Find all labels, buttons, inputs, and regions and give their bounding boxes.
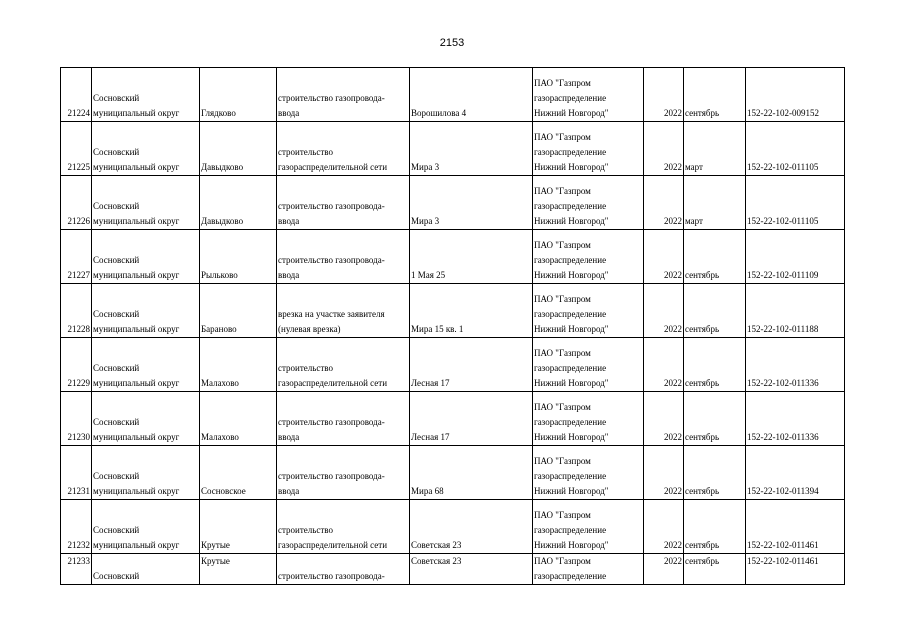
work-type-cell: строительство газопровода- ввода xyxy=(277,230,410,284)
year-cell: 2022 xyxy=(644,554,684,585)
month-cell: сентябрь xyxy=(684,500,746,554)
organization-cell: ПАО "Газпром газораспределение xyxy=(533,554,644,585)
month-cell: март xyxy=(684,176,746,230)
row-number: 21229 xyxy=(61,338,92,392)
month-cell: сентябрь xyxy=(684,68,746,122)
code-cell: 152-22-102-011336 xyxy=(746,392,845,446)
month-cell: сентябрь xyxy=(684,338,746,392)
row-number: 21233 xyxy=(61,554,92,585)
organization-cell: ПАО "Газпром газораспределение Нижний Новгород" xyxy=(533,284,644,338)
locality-cell: Крутые xyxy=(200,554,277,585)
month-cell: сентябрь xyxy=(684,554,746,585)
district-cell: Сосновский муниципальный округ xyxy=(92,500,200,554)
code-cell: 152-22-102-011188 xyxy=(746,284,845,338)
row-number: 21224 xyxy=(61,68,92,122)
work-type-cell: строительство газораспределительной сети xyxy=(277,338,410,392)
work-type-cell: строительство газораспределительной сети xyxy=(277,122,410,176)
year-cell: 2022 xyxy=(644,176,684,230)
district-cell: Сосновский xyxy=(92,554,200,585)
code-cell: 152-22-102-009152 xyxy=(746,68,845,122)
year-cell: 2022 xyxy=(644,68,684,122)
locality-cell: Малахово xyxy=(200,338,277,392)
district-cell: Сосновский муниципальный округ xyxy=(92,176,200,230)
work-type-cell: строительство газопровода- ввода xyxy=(277,392,410,446)
page-number: 2153 xyxy=(439,37,465,49)
row-number: 21228 xyxy=(61,284,92,338)
table-row xyxy=(61,176,845,230)
address-cell: Мира 3 xyxy=(410,176,533,230)
work-type-cell: строительство газораспределительной сети xyxy=(277,500,410,554)
table-row xyxy=(61,68,845,122)
district-cell: Сосновский муниципальный округ xyxy=(92,392,200,446)
table-row xyxy=(61,122,845,176)
address-cell: Мира 15 кв. 1 xyxy=(410,284,533,338)
row-number: 21225 xyxy=(61,122,92,176)
locality-cell: Давыдково xyxy=(200,176,277,230)
row-number: 21230 xyxy=(61,392,92,446)
code-cell: 152-22-102-011394 xyxy=(746,446,845,500)
work-type-cell: строительство газопровода- xyxy=(277,554,410,585)
month-cell: март xyxy=(684,122,746,176)
organization-cell: ПАО "Газпром газораспределение Нижний Новгород" xyxy=(533,122,644,176)
organization-cell: ПАО "Газпром газораспределение Нижний Новгород" xyxy=(533,446,644,500)
year-cell: 2022 xyxy=(644,392,684,446)
year-cell: 2022 xyxy=(644,122,684,176)
address-cell: Советская 23 xyxy=(410,554,533,585)
locality-cell: Сосновское xyxy=(200,446,277,500)
address-cell: Советская 23 xyxy=(410,500,533,554)
district-cell: Сосновский муниципальный округ xyxy=(92,122,200,176)
row-number: 21231 xyxy=(61,446,92,500)
work-type-cell: врезка на участке заявителя (нулевая врезка) xyxy=(277,284,410,338)
address-cell: Лесная 17 xyxy=(410,338,533,392)
table-row xyxy=(61,446,845,500)
address-cell: Мира 3 xyxy=(410,122,533,176)
row-number: 21226 xyxy=(61,176,92,230)
year-cell: 2022 xyxy=(644,500,684,554)
table-row xyxy=(61,500,845,554)
address-cell: Лесная 17 xyxy=(410,392,533,446)
row-number: 21227 xyxy=(61,230,92,284)
table-row-partial xyxy=(61,554,845,585)
row-number: 21232 xyxy=(61,500,92,554)
code-cell: 152-22-102-011109 xyxy=(746,230,845,284)
organization-cell: ПАО "Газпром газораспределение Нижний Новгород" xyxy=(533,338,644,392)
organization-cell: ПАО "Газпром газораспределение Нижний Новгород" xyxy=(533,68,644,122)
month-cell: сентябрь xyxy=(684,392,746,446)
code-cell: 152-22-102-011461 xyxy=(746,554,845,585)
locality-cell: Малахово xyxy=(200,392,277,446)
district-cell: Сосновский муниципальный округ xyxy=(92,284,200,338)
address-cell: Ворошилова 4 xyxy=(410,68,533,122)
code-cell: 152-22-102-011336 xyxy=(746,338,845,392)
locality-cell: Глядково xyxy=(200,68,277,122)
locality-cell: Рыльково xyxy=(200,230,277,284)
district-cell: Сосновский муниципальный округ xyxy=(92,230,200,284)
registry-table xyxy=(60,67,845,585)
month-cell: сентябрь xyxy=(684,230,746,284)
locality-cell: Давыдково xyxy=(200,122,277,176)
address-cell: Мира 68 xyxy=(410,446,533,500)
organization-cell: ПАО "Газпром газораспределение Нижний Новгород" xyxy=(533,392,644,446)
table-row xyxy=(61,284,845,338)
locality-cell: Бараново xyxy=(200,284,277,338)
year-cell: 2022 xyxy=(644,284,684,338)
year-cell: 2022 xyxy=(644,446,684,500)
year-cell: 2022 xyxy=(644,338,684,392)
district-cell: Сосновский муниципальный округ xyxy=(92,446,200,500)
table-row xyxy=(61,230,845,284)
work-type-cell: строительство газопровода- ввода xyxy=(277,68,410,122)
organization-cell: ПАО "Газпром газораспределение Нижний Новгород" xyxy=(533,500,644,554)
district-cell: Сосновский муниципальный округ xyxy=(92,338,200,392)
month-cell: сентябрь xyxy=(684,284,746,338)
table-row xyxy=(61,392,845,446)
code-cell: 152-22-102-011105 xyxy=(746,122,845,176)
year-cell: 2022 xyxy=(644,230,684,284)
work-type-cell: строительство газопровода- ввода xyxy=(277,446,410,500)
organization-cell: ПАО "Газпром газораспределение Нижний Новгород" xyxy=(533,176,644,230)
code-cell: 152-22-102-011105 xyxy=(746,176,845,230)
month-cell: сентябрь xyxy=(684,446,746,500)
table-row xyxy=(61,338,845,392)
locality-cell: Крутые xyxy=(200,500,277,554)
code-cell: 152-22-102-011461 xyxy=(746,500,845,554)
district-cell: Сосновский муниципальный округ xyxy=(92,68,200,122)
organization-cell: ПАО "Газпром газораспределение Нижний Новгород" xyxy=(533,230,644,284)
address-cell: 1 Мая 25 xyxy=(410,230,533,284)
work-type-cell: строительство газопровода- ввода xyxy=(277,176,410,230)
